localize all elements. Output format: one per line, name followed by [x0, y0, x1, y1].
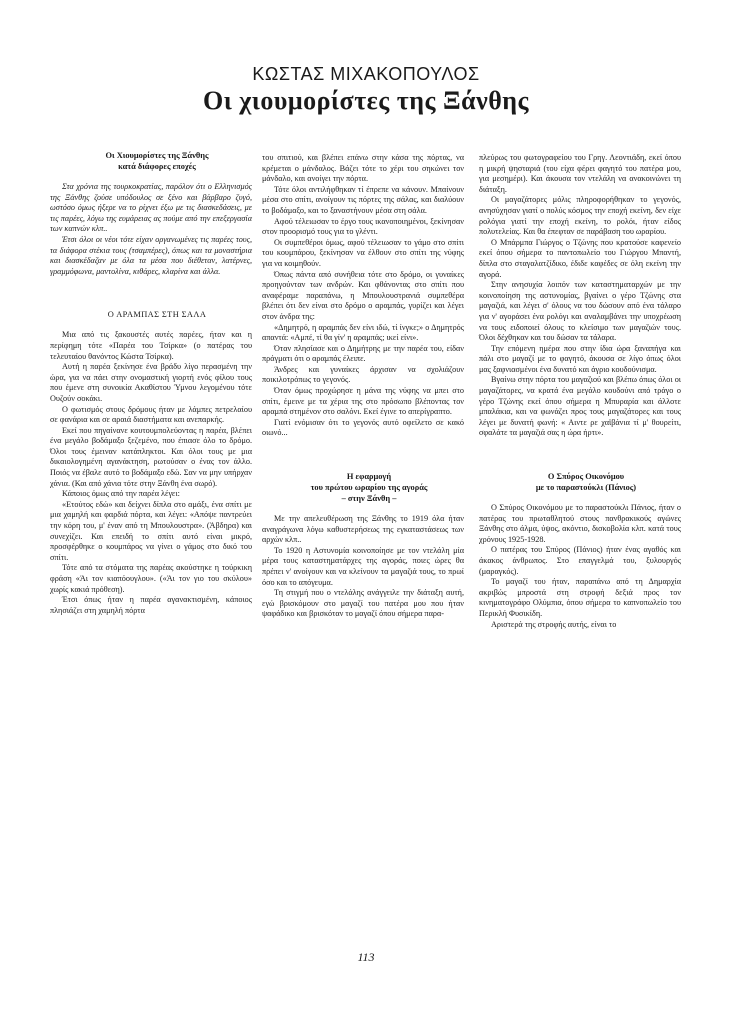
paragraph: Κάποιος όμως από την παρέα λέγει:: [62, 489, 180, 499]
paragraph: «Δημητρό, η αραμπάς δεν είνι ιδώ, τί ίνγκε;» ο Δημητρός απαντά: «Αμπέ, τί θα γίν' η αραμπάς; ικεί είνι».: [262, 322, 464, 343]
paragraph: Με την απελευθέρωση της Ξάνθης το 1919 όλα ήταν αναγράγωνα λόγω καθυστερήσεως της εγκαταστάσεως των αρχών κλπ..: [262, 514, 464, 545]
paragraph: Γιατί ενόμισαν ότι το γεγονός αυτό οφείλετο σε κακό οιωνό...: [262, 417, 464, 438]
paragraph: Οι συμπεθέροι όμως, αφού τέλειωσαν το γάμο στο σπίτι του κουμπάρου, ξεκίνησαν να έλθουν στο σπίτι της νύφης για να κοιμηθούν.: [262, 237, 464, 268]
paragraph: Το μαγαζί του ήταν, παραπάνω από τη Δημαρχία ακριβώς μπροστά στη στροφή δεξιά προς τον κινηματογράφο Ολύμπια, όπου σήμερα το καπνοπωλείο του Περικλή Φυσικίδη.: [479, 577, 681, 618]
paragraph: Εκεί που πηγαίνανε κουτουμπολεύοντας η παρέα, βλέπει ένα μεγάλο βοδάμαξο ξεζεμένο, που έπιασε όλο το δρόμο. Όλοι τους έμειναν κατάπληκτοι. Και όλοι τους με μια δικαιολογημένη αγανάκτηση, ρωτούσαν ο ένας τον άλλο. Ποιός να έβαλε αυτό το βοδάμαξο εδώ. Σαν να μην υπήρχαν χάνια. (Και από χάνια τότε στην Ξάνθη ένα σωρό).: [50, 425, 252, 488]
text-column-1: [50, 150, 252, 616]
paragraph: Έτσι όλοι οι νέοι τότε είχαν οργανωμένες τις παρέες τους, τα διάφορα στέκια τους (τσαμπέρες), όπως και τα μοναστήρια και διασκέδαζαν με όλα τα μέσα που διέθεταν, λατέρνες, γραμμόφωνα, μαντολίνα, κιθάρες, κλαρίνα και άλλα.: [50, 234, 252, 276]
paragraph: Τότε όλοι αντιλήφθηκαν τί έπρεπε να κάνουν. Μπαίνουν μέσα στο σπίτι, ανοίγουν τις πόρτες της σάλας, και διαλύουν το βοδάμαξο, και το ξαναστήνουν μέσα στη σάλα.: [262, 184, 464, 215]
paragraph: Τη στιγμή που ο ντελάλης ανάγγειλε την διάταξη αυτή, εγώ βρισκόμουν στο μαγαζί του πατέρα μου που ήταν ψαφάδικο και βρισκόταν το μαγαζί όπου σήμερα παρα-: [262, 588, 464, 619]
paragraph: «Ετούτος εδώ» και δείχνει δίπλα στο αμάξι, ένα σπίτι με μια χαμηλή και φαρδιά πόρτα, και λέγει: «Απόψε παντρεύει την κόρη του, μ' έναν από τη Μπουλουστρα». (Άβδηρα) και συνεχίζει. Και επειδή το σπίτι αυτό είναι μικρό, προσφέρθηκε ο κουμπάρος να γίνει ο γάμος στο δικό του σπίτι.: [50, 499, 252, 562]
article-title: Οι χιουμορίστες της Ξάνθης: [202, 86, 530, 115]
paragraph: Το 1920 η Αστυνομία κοινοποίησε με τον ντελάλη μία μέρα τους καταστηματάρχες της αγοράς, ποιες ώρες θα πρέπει ν' ανοίγουν και να κλείνουν τα μαγαζιά τους, το πρωί όσο και το απόγευμα.: [262, 545, 464, 587]
paragraph: πλεύρως του φωτογραφείου του Γρηγ. Λεοντιάδη, εκεί όπου η μικρή ψησταριά (του είχα φέρει φαγητό του πατέρα μου, για μεσημέρι). Και άκουσα τον ντελάλη να ανακοινώνει τη διάταξη.: [479, 153, 681, 194]
paragraph: Την επόμενη ημέρα που στην ίδια ώρα ξαναπήγα και πάλι στο μαγαζί με το φαγητό, άκουσα σε λίγο όπως όλοι μας ξαφνιασμένοι ένα δυνατό και άγριο κουδούνισμα.: [479, 343, 681, 374]
paragraph: Έτσι όπως ήταν η παρέα αγανακτισμένη, κάποιος πλησιάζει στη χαμηλή πόρτα: [50, 595, 252, 615]
page-number: 113: [357, 950, 375, 964]
paragraph: Μια από τις ξακουστές αυτές παρέες, ήταν και η περίφημη τότε «Παρέα του Τσίρκα» (ο πατέρας του τελευταίου θανόντος Κώστα Τσίρκα).: [50, 330, 252, 361]
paragraph: Ο Μπάρμπα Γιώργος ο Τζώνης που κρατούσε καφενείο εκεί όπου σήμερα το παντοπωλείο του Γιώργου Μπαντή, δίπλα στο σταγαλατζίδικο, έδιδε καφέδες σε όλη εκείνη την αγορά.: [479, 237, 681, 279]
paragraph: Αφού τέλειωσαν το έργο τους ικανοποιημένοι, ξεκίνησαν στον προορισμό τους για το γλέντι.: [262, 216, 464, 237]
paragraph: Άνδρες και γυναίκες άρχισαν να σχολιάζουν ποικιλοτρόπως το γεγονός.: [262, 364, 464, 385]
paragraph: Όπως πάντα από συνήθεια τότε στο δρόμο, οι γυναίκες προηγούνταν των ανδρών. Και φθάνοντας στο σπίτι που αναφέραμε παραπάνω, η Μπουλουστρανιά συμπεθέρα βλέπει ότι δεν είναι στο δρόμο ο αραμπάς, γυρίζει και λέγει στον άνδρα της:: [262, 269, 464, 321]
text-column-2: [262, 153, 464, 620]
section-heading: Οι Χιουμορίστες της Ξάνθης: [105, 151, 209, 160]
paragraph: Ο πατέρας του Σπύρος (Πάνιος) ήταν ένας αγαθός και άκακος άνθρωπος. Στο επαγγελμά του, ξυλουργός (μαραγκός).: [479, 545, 681, 576]
paragraph: Οι μαγαζάτορες μόλις πληροφορήθηκαν το γεγονός, ανησύχησαν γιατί ο πολύς κόσμος την εποχή εκείνη, δεν είχε ρολόγια γιατί την εποχή εκείνη, το ρολόι, ήταν είδος πολυτελείας. Και θα έπεφταν σε παράβαση του ωραρίου.: [479, 195, 681, 237]
paragraph: του σπιτιού, και βλέπει επάνω στην κάσα της πόρτας, να κρέμεται ο μάνδαλος. Βάζει τότε το χέρι του σηκώνει τον μάνδαλο, και ανοίγει την πόρτα.: [262, 153, 464, 184]
section-heading: με το παραστούκλι (Πάνιος): [535, 483, 637, 493]
text-column-3: [479, 153, 681, 630]
section-heading: Ο Σπύρος Οικονόμου: [547, 472, 625, 482]
section-heading: κατά διάφορες εποχές: [118, 162, 196, 171]
section-heading: Η εφαρμογή: [346, 472, 392, 482]
paragraph: Βγαίνω στην πόρτα του μαγαζιού και βλέπω όπως όλοι οι μαγαζάτορες, να κρατά ένα μεγάλο κουδούνι από τράγο ο γέρο Τζώνης εκεί όπου σήμερα η Μπυραρία και άλλοτε μπαλάκια, και να φωνάζει προς τους μαγαζάτορες και τους λέγει με δυνατή φωνή: « Αιντε ρε χαϊβάνια τί μ' θουρείτι, σφαλάτε τα μαγαζιά σας η ώρα ήρτι».: [479, 375, 681, 438]
paragraph: Τότε από τα στόματα της παρέας ακούστηκε η τούρκικη φράση «Άι τον κιαπόουγλου». («Άι τον γιο του σκύλου» χωρίς κακιά πρόθεση).: [50, 563, 252, 594]
author-name: ΚΩΣΤΑΣ ΜΙΧΑΚΟΠΟΥΛΟΣ: [252, 64, 480, 84]
paragraph: Ο Σπύρος Οικονόμου με το παραστούκλι Πάνιος, ήταν ο πατέρας του πρωταθλητού στους πανθρακικούς αγώνες Ξάνθης στο άλμα, ύψος, ακόντιο, δισκοβολία κλπ. κατά τους χρόνους 1925-1928.: [479, 503, 681, 544]
paragraph: Όταν πλησίασε και ο Δημήτρης με την παρέα του, είδαν πράγματι ότι ο αραμπάς έλειπε.: [262, 343, 464, 364]
section-heading: του πρώτου ωραρίου της αγοράς: [310, 483, 428, 493]
paragraph: Στην ανησυχία λοιπόν των καταστηματαρχών με την κοινοποίηση της αστυνομίας, βγαίνει ο γέρο Τζώνης στα μαγαζιά, και λέγει σ' όλους να του δώσουν από ένα τάλαρο για ν' αγοράσει ένα ρολόγι και αναλαμβάνει την υποχρέωση να τους ειδοποιεί όλους το κλείσιμο των μαγαζιών τους. Όλοι δέχθηκαν και του δώσαν τα τάλαρα.: [479, 280, 681, 343]
paragraph: Όταν όμως προχώρησε η μάνα της νύφης να μπει στο σπίτι, έμεινε με τα χέρια της στο πρόσωπο βλέποντας τον αραμπά στημένον στο σαλόνι. Εκεί έγινε το απερίγραπτο.: [262, 386, 464, 417]
paragraph: Αυτή η παρέα ξεκίνησε ένα βράδυ λίγο περασμένη την ώρα, για να πάει στην ονομαστική γιορτή ενός φίλου τους που έμενε στη συνοικία Ακαθίστου Ύμνου λεγομένου τότε Ουζούν σοκάκι.: [50, 362, 252, 403]
paragraph: Αριστερά της στροφής αυτής, είναι το: [491, 619, 617, 629]
section-heading: – στην Ξάνθη –: [341, 494, 397, 504]
section-heading: Ο ΑΡΑΜΠΑΣ ΣΤΗ ΣΑΛΑ: [107, 310, 207, 320]
paragraph: Ο φωτισμός στους δρόμους ήταν με λάμπες πετρελαίου σε φανάρια και σε αραιά διαστήματα και ανεπαρκής.: [50, 404, 252, 425]
paragraph: Στα χρόνια της τουρκοκρατίας, παρόλον ότι ο Ελληνισμός της Ξάνθης ζούσε υπόδουλος σε ξένο και βάρβαρο ζυγό, ωστόσο όμως ήξερε να το ρίχνει έξω με τις διασκεδάσεις, με τις παρέες, λόγω της ευμάρειας ας πούμε από την επεξεργασία των καπνών κλπ..: [50, 182, 252, 234]
